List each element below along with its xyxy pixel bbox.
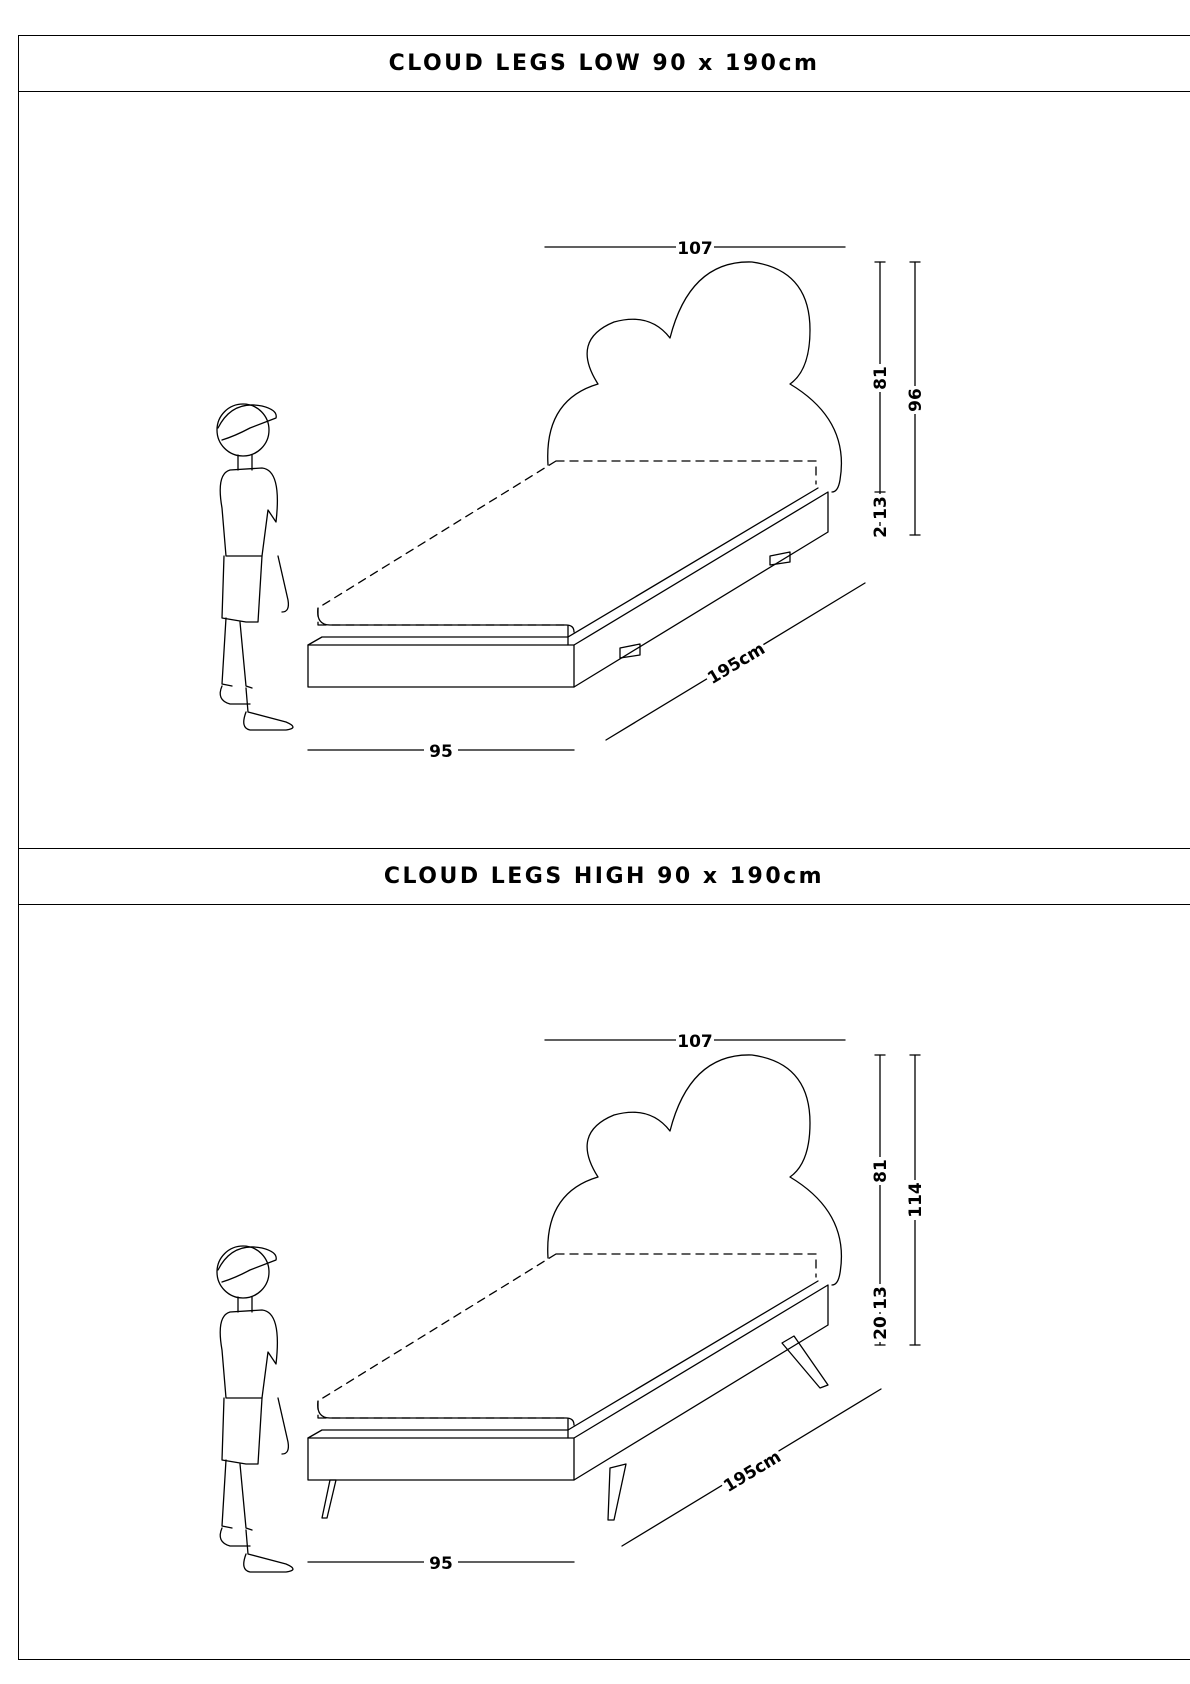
dim-leg-height: 2 (871, 526, 891, 538)
dim-top-width: 107 (677, 1032, 713, 1052)
cloud-headboard (548, 1055, 842, 1285)
dim-front-width: 95 (429, 742, 453, 762)
cloud-headboard (548, 262, 842, 492)
section-title-high: CLOUD LEGS HIGH 90 x 190cm (18, 848, 1190, 905)
child-figure (217, 1246, 293, 1572)
dim-front-width: 95 (429, 1554, 453, 1574)
dim-length: 195cm (720, 1446, 785, 1497)
dim-headboard-height: 81 (871, 1159, 891, 1183)
dim-total-height: 114 (906, 1182, 926, 1218)
bed-drawing-high (0, 848, 1190, 1658)
dim-frame-height: 13 (871, 496, 891, 520)
dim-total-height: 96 (906, 388, 926, 412)
dim-length: 195cm (704, 638, 769, 689)
child-figure (217, 404, 293, 730)
dim-top-width: 107 (677, 239, 713, 259)
dim-headboard-height: 81 (871, 366, 891, 390)
dim-leg-height: 20 (871, 1316, 891, 1340)
dim-frame-height: 13 (871, 1286, 891, 1310)
section-title-low: CLOUD LEGS LOW 90 x 190cm (18, 35, 1190, 92)
